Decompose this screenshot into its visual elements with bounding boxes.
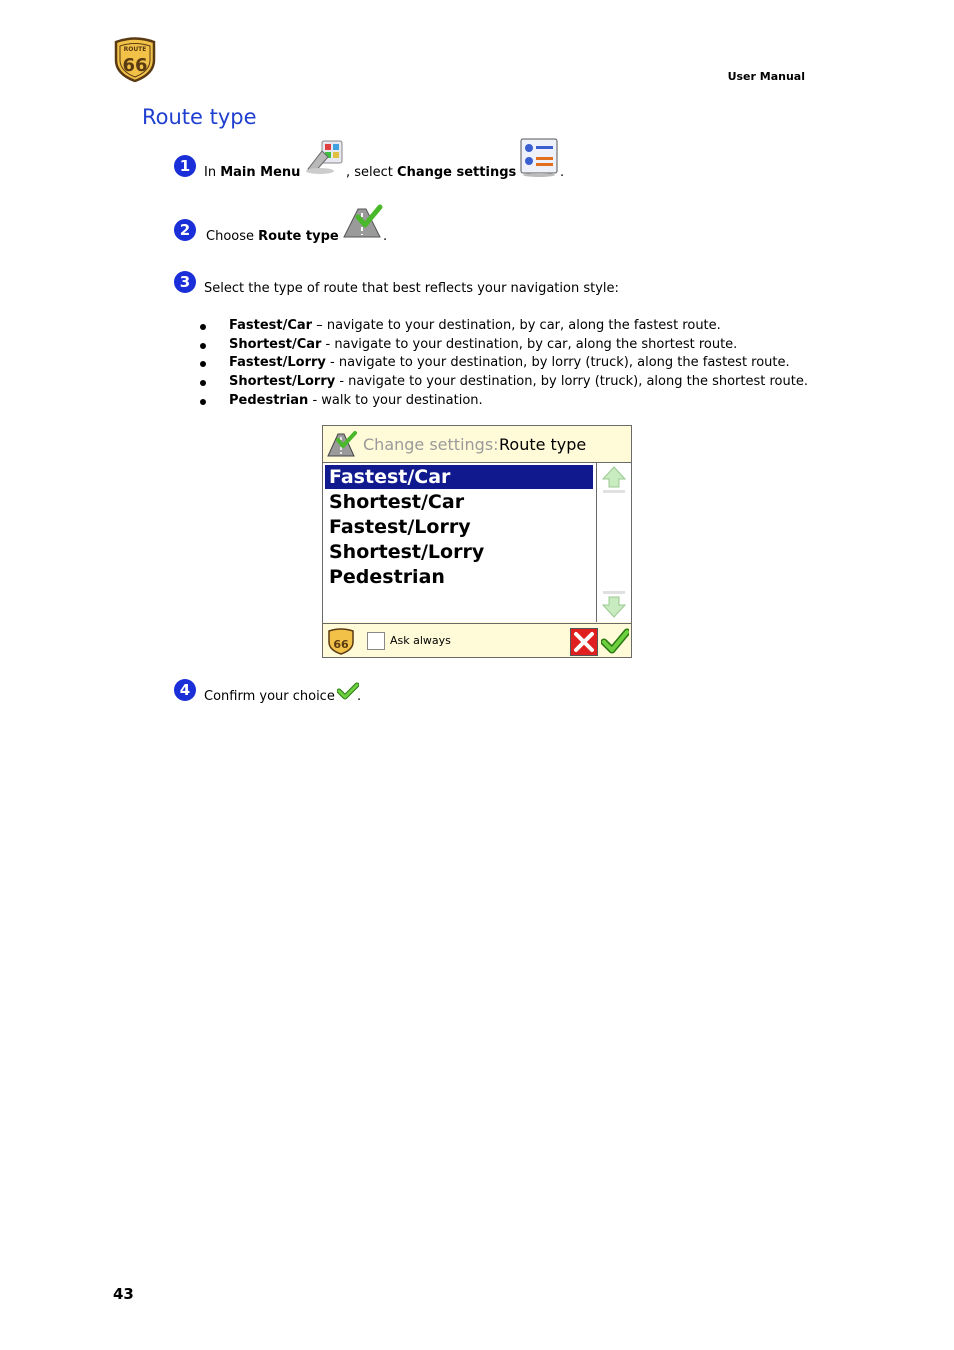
route-type-icon [326,430,358,462]
bullet-dot [200,343,206,349]
step-number-3: 3 [174,271,196,293]
svg-text:ROUTE: ROUTE [123,46,147,53]
device-screenshot [322,425,632,658]
scroll-up-arrow-icon[interactable] [601,465,627,499]
cancel-button[interactable] [570,628,598,656]
scroll-down-arrow-icon[interactable] [601,589,627,623]
step-number-2: 2 [174,219,196,241]
list-item-shortest-lorry[interactable]: Shortest/Lorry [329,541,485,563]
bullet-dot [200,324,206,330]
list-item-shortest-car[interactable]: Shortest/Car [329,491,465,513]
device-title-bar [323,426,631,463]
step-number-1: 1 [174,155,196,177]
route66-logo[interactable] [327,627,355,658]
route66-logo [112,36,158,82]
page-number: 43 [113,1285,134,1303]
close-icon [571,629,597,655]
ask-always-label: Ask always [390,634,451,647]
main-menu-icon [304,139,344,175]
confirm-button[interactable] [601,627,629,658]
device-title-prefix: Change settings: [363,435,499,454]
checkmark-icon [601,627,629,655]
step-1-period: . [560,165,565,180]
bullet-dot [200,380,206,386]
section-title: Route type [142,105,257,129]
ask-always-checkbox[interactable] [367,632,385,650]
step-2-text: Choose Route type [206,229,339,244]
route-type-list [323,463,597,622]
step-4-period: . [357,689,362,704]
step-2-period: . [383,229,388,244]
step-1-text: In Main Menu [204,165,301,180]
checkmark-icon [337,682,362,704]
scrollbar[interactable] [597,463,631,622]
list-item-pedestrian[interactable]: Pedestrian [329,566,445,588]
step-3-text: Select the type of route that best reflects your navigation style: [204,281,619,296]
list-item-fastest-car[interactable]: Fastest/Car [325,465,593,489]
svg-text:66: 66 [122,55,148,76]
manual-label: User Manual [727,70,805,83]
device-footer [323,623,631,658]
bullet-dot [200,361,206,367]
step-number-4: 4 [174,679,196,701]
device-title-name: Route type [499,435,587,454]
route-type-icon [340,203,384,241]
step-4-text: Confirm your choice [204,689,335,704]
change-settings-icon [519,137,559,177]
svg-text:66: 66 [333,638,349,651]
list-item-fastest-lorry[interactable]: Fastest/Lorry [329,516,471,538]
step-1-text-2: , select Change settings [346,165,517,180]
bullet-dot [200,399,206,405]
